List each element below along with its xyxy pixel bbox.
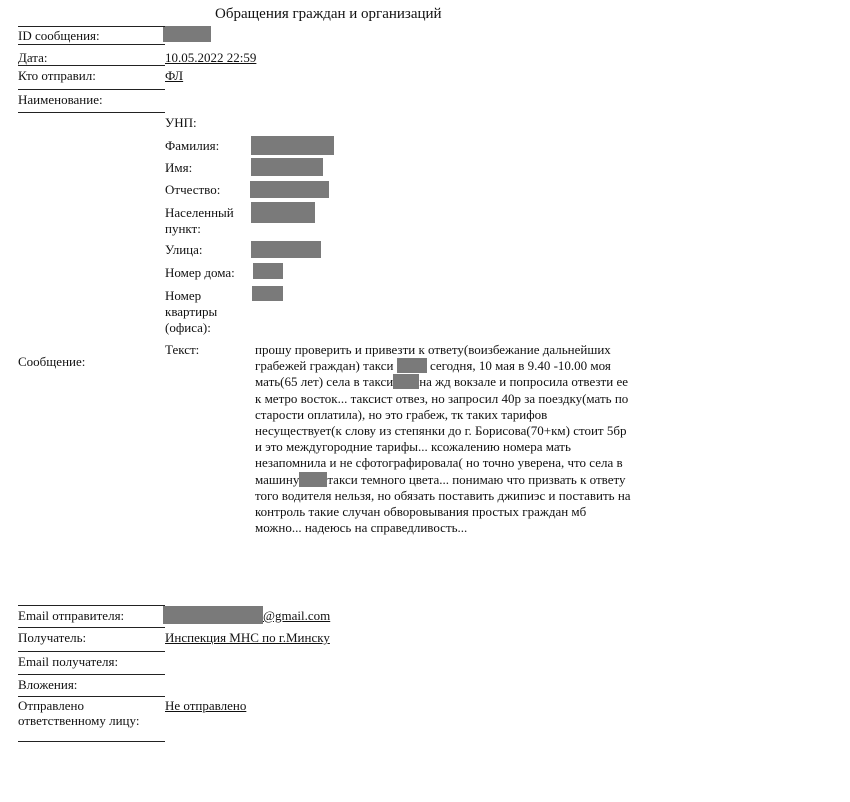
locality-label (165, 205, 234, 237)
message-line: можно... надеюсь на справедливость... (255, 520, 468, 536)
divider (18, 627, 165, 628)
message-line: и это междугородние тарифы... ксожалению номера мать (255, 439, 571, 455)
divider (18, 674, 165, 675)
sent-label-line: Отправлено (18, 698, 84, 713)
attachments-label: Вложения: (18, 677, 78, 692)
name-label: Наименование: (18, 92, 103, 107)
house-label: Номер дома: (165, 265, 235, 280)
message-fragment: мать(65 лет) села в такси (255, 374, 394, 390)
redacted-id (163, 26, 211, 42)
message-line: несуществует(к слову из степянки до г. Борисова(70+км) стоит 5бр (255, 423, 627, 439)
divider (18, 605, 165, 606)
divider (18, 741, 165, 742)
divider (18, 651, 165, 652)
message-label: Сообщение: (18, 354, 86, 369)
email-recipient-label: Email получателя: (18, 654, 119, 669)
page-title: Обращения граждан и организаций (215, 6, 442, 22)
redacted-apartment (252, 286, 283, 301)
locality-label-line: Населенный (165, 205, 234, 220)
email-sender-value: @gmail.com (263, 608, 331, 623)
message-line: контроль такие случан обворовывания простых граждан мб (255, 504, 587, 520)
redacted-locality (251, 202, 315, 223)
message-line: старости оплатила), но это грабеж, тк таких тарифов (255, 406, 548, 422)
message-text (255, 342, 655, 536)
street-label: Улица: (165, 242, 203, 257)
redacted-patronymic (250, 181, 329, 198)
divider (18, 89, 165, 90)
unp-label: УНП: (165, 115, 197, 130)
text-label: Текст: (165, 342, 200, 357)
date-value: 10.05.2022 22:59 (165, 50, 257, 65)
redacted-taxi (299, 472, 327, 487)
apartment-label-line: Номер (165, 288, 202, 303)
divider (18, 112, 165, 113)
sent-value: Не отправлено (165, 698, 247, 713)
redacted-house (253, 263, 283, 279)
date-label: Дата: (18, 50, 48, 65)
email-sender-label: Email отправителя: (18, 608, 125, 623)
id-label: ID сообщения: (18, 28, 100, 43)
redacted-taxi (397, 358, 427, 373)
message-line: того водителя нельзя, но обязать поставить джипиэс и поставить на (255, 487, 631, 503)
apartment-label (165, 288, 217, 336)
message-fragment: такси темного цвета... понимаю что призвать к ответу (327, 471, 626, 487)
redacted-street (251, 241, 321, 258)
message-fragment: машину (255, 471, 300, 487)
redacted-email (163, 606, 263, 624)
apartment-label-line: квартиры (165, 304, 218, 319)
sent-label (18, 698, 139, 728)
divider (18, 696, 165, 697)
message-fragment: на жд вокзале и попросила отвезти ее (419, 374, 628, 390)
locality-label-line: пункт: (165, 221, 201, 236)
sender-value: ФЛ (165, 68, 184, 83)
sender-label: Кто отправил: (18, 68, 96, 83)
message-fragment: сегодня, 10 мая в 9.40 -10.00 моя (429, 358, 611, 374)
message-line (255, 358, 655, 374)
message-line: к метро восток... таксист отвез, но запросил 40р за поездку(мать по (255, 390, 629, 406)
firstname-label: Имя: (165, 160, 193, 175)
redacted-firstname (251, 158, 323, 176)
patronymic-label: Отчество: (165, 182, 221, 197)
message-line: незапомнила и не сфотографировала( но точно уверена, что села в (255, 455, 623, 471)
redacted-taxi (393, 374, 419, 389)
recipient-value: Инспекция МНС по г.Минску (165, 630, 330, 645)
redacted-surname (251, 136, 334, 155)
divider (18, 44, 165, 45)
surname-label: Фамилия: (165, 138, 220, 153)
message-line (255, 374, 655, 390)
message-line (255, 472, 655, 488)
divider (18, 65, 165, 66)
sent-label-line: ответственному лицу: (18, 713, 140, 728)
apartment-label-line: (офиса): (165, 320, 211, 335)
message-line: прошу проверить и привезти к ответу(воизбежание дальнейших (255, 342, 611, 357)
recipient-label: Получатель: (18, 630, 87, 645)
divider (18, 26, 165, 27)
message-fragment: грабежей граждан) такси (255, 358, 394, 374)
